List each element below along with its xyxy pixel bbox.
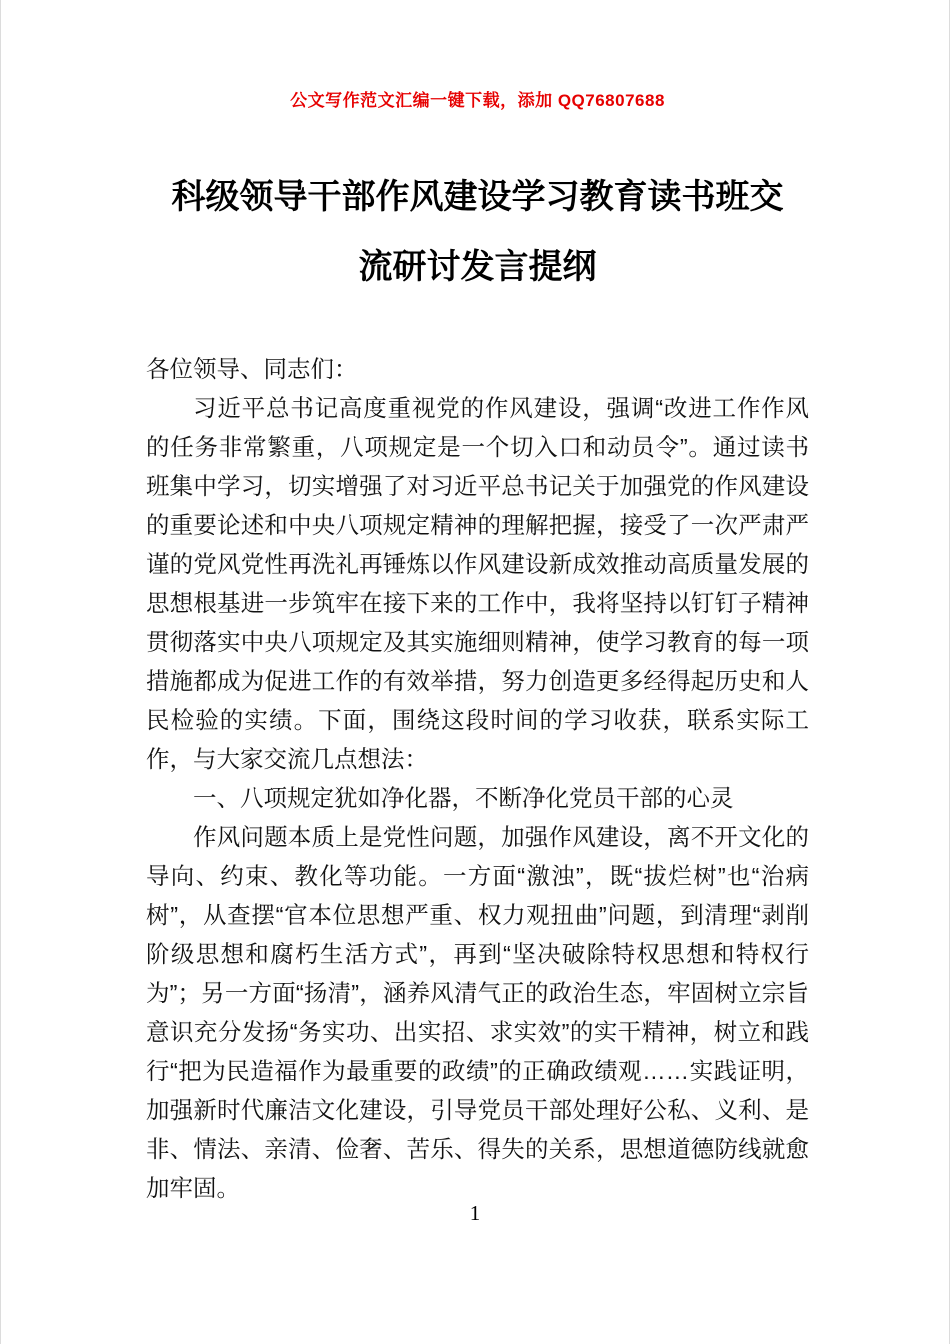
title-line-2: 流研讨发言提纲	[358, 247, 597, 286]
section-heading-1: 一、八项规定犹如净化器，不断净化党员干部的心灵	[193, 785, 734, 812]
salutation: 各位领导、同志们：	[146, 356, 358, 383]
page-number: 1	[469, 1201, 481, 1225]
title-line-1: 科级领导干部作风建设学习教育读书班交	[171, 178, 784, 216]
header-notice: 公文写作范文汇编一键下载，添加 QQ76807688	[290, 91, 665, 110]
paragraph-section-1: 作风问题本质上是党性问题，加强作风建设，离不开文化的导向、约束、教化等功能。一方面“激浊”，既“拔烂树”也“治病树”，从查摆“官本位思想严重、权力观扭曲”问题，到清理“剥削阶级思想和腐朽生活方式”，再到“坚决破除特权思想和特权行为”；另一方面“扬清”，涵养风清气正的政治生态，牢固树立宗旨意识充分发扬“务实功、出实招、求实效”的实干精神，树立和践行“把为民造福作为最重要的政绩”的正确政绩观……实践证明，加强新时代廉洁文化建设，引导党员干部处理好公私、义利、是非、情法、亲清、俭奢、苦乐、得失的关系，思想道德防线就愈加牢固。	[146, 824, 809, 1202]
paragraph-intro: 习近平总书记高度重视党的作风建设，强调“改进工作作风的任务非常繁重，八项规定是一个切入口和动员令”。通过读书班集中学习，切实增强了对习近平总书记关于加强党的作风建设的重要论述和中央八项规定精神的理解把握，接受了一次严肃严谨的党风党性再洗礼再锤炼以作风建设新成效推动高质量发展的思想根基进一步筑牢在接下来的工作中，我将坚持以钉钉子精神贯彻落实中央八项规定及其实施细则精神，使学习教育的每一项措施都成为促进工作的有效举措，努力创造更多经得起历史和人民检验的实绩。下面，围绕这段时间的学习收获，联系实际工作，与大家交流几点想法：	[146, 395, 809, 773]
document-title	[146, 163, 809, 302]
document-body	[146, 350, 809, 1208]
